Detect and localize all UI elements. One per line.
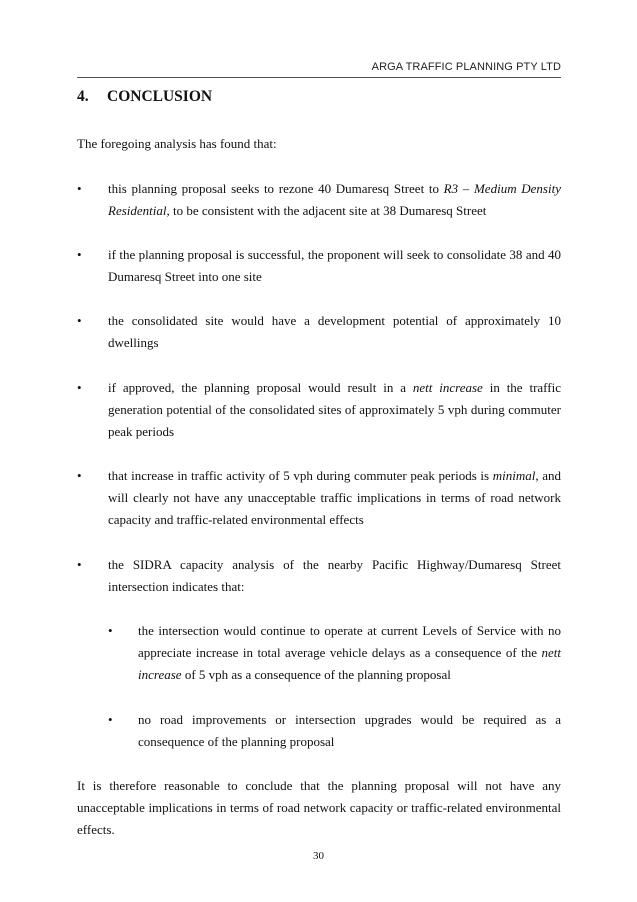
list-item [77, 465, 561, 531]
text-run: this planning proposal seeks to rezone 40 Dumaresq Street to [108, 181, 444, 196]
list-item-text [108, 178, 561, 222]
bullet-marker: • [77, 313, 82, 328]
section-heading [77, 88, 212, 106]
bullet-marker: • [77, 247, 82, 262]
sub-list-item-text: no road improvements or intersection upgrades would be required as a consequence of the planning proposal [138, 712, 561, 749]
bullet-marker: • [77, 380, 82, 395]
italic-text-run: nett increase [138, 645, 561, 682]
sub-list-item [108, 620, 561, 686]
header-divider [77, 77, 561, 78]
bullet-marker: • [108, 712, 113, 727]
list-item-text [108, 465, 561, 531]
section-title: CONCLUSION [107, 88, 213, 105]
list-item [77, 310, 561, 354]
bullet-marker: • [77, 557, 82, 572]
bullet-marker: • [77, 181, 82, 196]
section-number: 4. [77, 88, 89, 105]
text-run: to be consistent with the adjacent site at 38 Dumaresq Street [169, 203, 487, 218]
page-number: 30 [313, 850, 324, 862]
text-run: that increase in traffic activity of 5 vph during commuter peak periods is [108, 468, 493, 483]
list-item-text: if the planning proposal is successful, the proponent will seek to consolidate 38 and 40 Dumaresq Street into one site [108, 247, 561, 284]
intro-paragraph: The foregoing analysis has found that: [77, 136, 277, 151]
running-header: ARGA TRAFFIC PLANNING PTY LTD [371, 61, 561, 73]
text-run: of 5 vph as a consequence of the planning proposal [181, 667, 451, 682]
list-item [77, 244, 561, 288]
text-run: , and will clearly not have any unacceptable traffic implications in terms of road network capacity and traffic-related environmental effects [108, 468, 561, 527]
italic-text-run: R3 – Medium Density Residential, [108, 181, 561, 218]
text-run: if approved, the planning proposal would result in a [108, 380, 413, 395]
list-item [77, 178, 561, 222]
text-run: in the traffic generation potential of the consolidated sites of approximately 5 vph during commuter peak periods [108, 380, 561, 439]
list-item-text: the SIDRA capacity analysis of the nearby Pacific Highway/Dumaresq Street intersection indicates that: [108, 557, 561, 594]
list-item-text [108, 377, 561, 443]
sub-list-item-text [138, 620, 561, 686]
bullet-marker: • [108, 623, 113, 638]
list-item [77, 377, 561, 443]
sub-list-item [108, 709, 561, 753]
italic-text-run: nett increase [412, 380, 483, 395]
italic-text-run: minimal [492, 468, 536, 483]
list-item-text: the consolidated site would have a development potential of approximately 10 dwellings [108, 313, 561, 350]
text-run: the intersection would continue to operate at current Levels of Service with no appreciate increase in total average vehicle delays as a consequence of the [138, 623, 561, 660]
list-item [77, 554, 561, 598]
bullet-marker: • [77, 468, 82, 483]
closing-paragraph: It is therefore reasonable to conclude that the planning proposal will not have any unacceptable implications in terms of road network capacity or traffic-related environmental effects. [77, 778, 561, 837]
